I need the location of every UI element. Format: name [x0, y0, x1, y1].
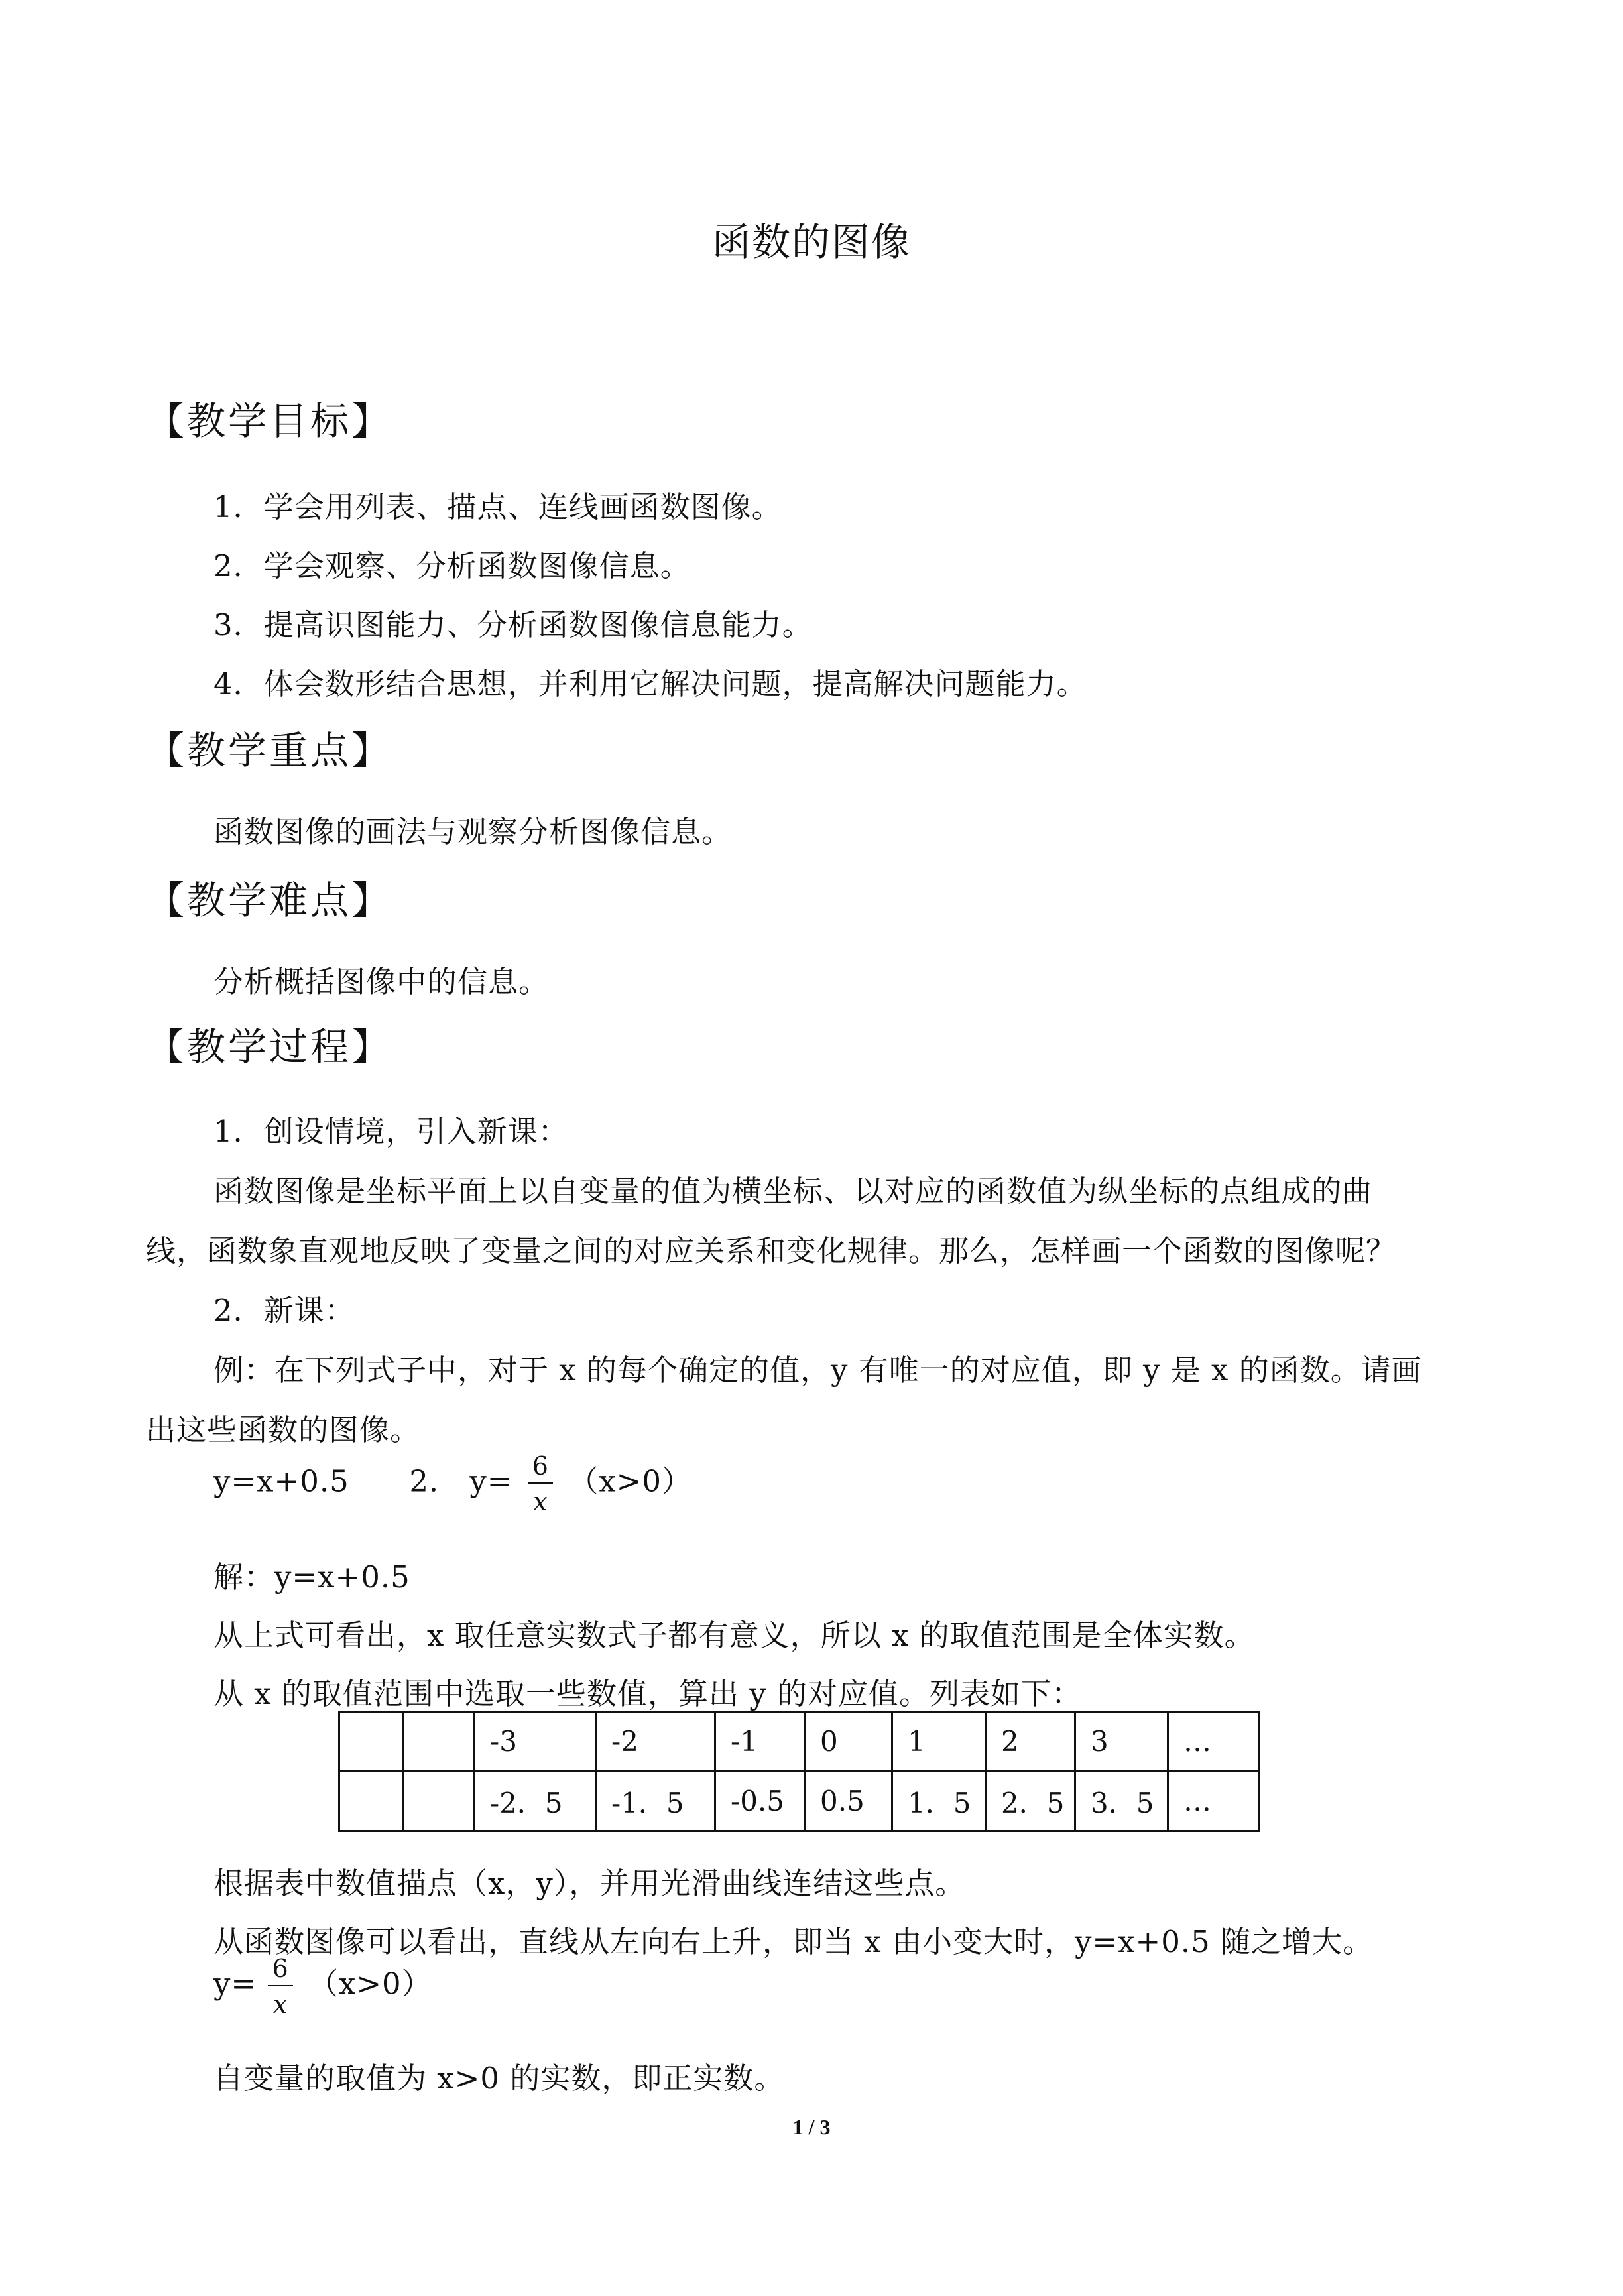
formula-row: [213, 1453, 692, 1514]
key-points-text: 函数图像的画法与观察分析图像信息。: [213, 814, 733, 849]
page-number: 1 / 3: [792, 2115, 831, 2139]
table-row: [339, 1772, 1260, 1831]
table-cell: 3: [1075, 1712, 1168, 1772]
table-cell: 2: [986, 1712, 1075, 1772]
table-cell: -1．5: [596, 1772, 715, 1831]
fraction-6-over-x: $\frac{6}{x}$: [528, 1453, 553, 1514]
objectives-heading: 【教学目标】: [146, 398, 393, 444]
table-cell: -2: [596, 1712, 715, 1772]
intro-paragraph-line-2: 线，函数象直观地反映了变量之间的对应关系和变化规律。那么，怎样画一个函数的图像呢？: [146, 1233, 1397, 1268]
table-cell: 2．5: [986, 1772, 1075, 1831]
difficulties-heading: 【教学难点】: [146, 878, 393, 923]
objective-item-2: 2．学会观察、分析函数图像信息。: [213, 548, 691, 583]
table-cell: -3: [475, 1712, 596, 1772]
formula-2-suffix: （x>0）: [568, 1463, 692, 1499]
table-cell: [404, 1772, 475, 1831]
objective-item-4: 4．体会数形结合思想，并利用它解决问题，提高解决问题能力。: [213, 666, 1087, 701]
solution-line: 解：y=x+0.5: [213, 1559, 410, 1595]
process-step-2: 2．新课：: [213, 1293, 355, 1328]
plot-text: 根据表中数值描点（x，y），并用光滑曲线连结这些点。: [213, 1866, 966, 1901]
table-intro-text: 从 x 的取值范围中选取一些数值，算出 y 的对应值。列表如下：: [213, 1676, 1083, 1711]
formula-3-row: [213, 1956, 432, 2017]
table-cell: 1．5: [892, 1772, 986, 1831]
intro-paragraph-line-1: 函数图像是坐标平面上以自变量的值为横坐标、以对应的函数值为纵坐标的点组成的曲: [213, 1174, 1373, 1209]
page-title: 函数的图像: [711, 219, 911, 265]
example-line-2: 出这些函数的图像。: [146, 1412, 421, 1447]
difficulties-text: 分析概括图像中的信息。: [213, 964, 550, 999]
table-cell: [339, 1772, 404, 1831]
table-cell: 1: [892, 1712, 986, 1772]
table-cell: …: [1168, 1712, 1260, 1772]
formula-3-prefix: y=: [213, 1966, 257, 2002]
table-cell: [404, 1712, 475, 1772]
process-step-1: 1．创设情境，引入新课：: [213, 1114, 569, 1149]
domain-text: 从上式可看出，x 取任意实数式子都有意义，所以 x 的取值范围是全体实数。: [213, 1618, 1255, 1653]
objective-item-1: 1．学会用列表、描点、连线画函数图像。: [213, 489, 782, 524]
domain-2-text: 自变量的取值为 x>0 的实数，即正实数。: [213, 2061, 785, 2096]
formula-3-suffix: （x>0）: [308, 1966, 432, 2002]
process-heading: 【教学过程】: [146, 1024, 393, 1069]
table-cell: 0: [805, 1712, 892, 1772]
table-cell: -2．5: [475, 1772, 596, 1831]
values-table: [338, 1711, 1260, 1832]
formula-2-prefix: 2． y=: [409, 1463, 513, 1499]
table-cell: [339, 1712, 404, 1772]
formula-1: y=x+0.5: [213, 1463, 349, 1499]
table-cell: -1: [715, 1712, 805, 1772]
observe-text: 从函数图像可以看出，直线从左向右上升，即当 x 由小变大时，y=x+0.5 随之增大。: [213, 1924, 1374, 1959]
table-cell: 3．5: [1075, 1772, 1168, 1831]
objective-item-3: 3．提高识图能力、分析函数图像信息能力。: [213, 607, 813, 642]
key-points-heading: 【教学重点】: [146, 728, 393, 773]
table-cell: -0.5: [715, 1772, 805, 1831]
table-cell: 0.5: [805, 1772, 892, 1831]
table-row: [339, 1712, 1260, 1772]
example-line-1: 例：在下列式子中，对于 x 的每个确定的值，y 有唯一的对应值，即 y 是 x 的函数。请画: [213, 1353, 1422, 1388]
fraction-6-over-x: $\frac{6}{x}$: [268, 1956, 292, 2017]
table-cell: …: [1168, 1772, 1260, 1831]
